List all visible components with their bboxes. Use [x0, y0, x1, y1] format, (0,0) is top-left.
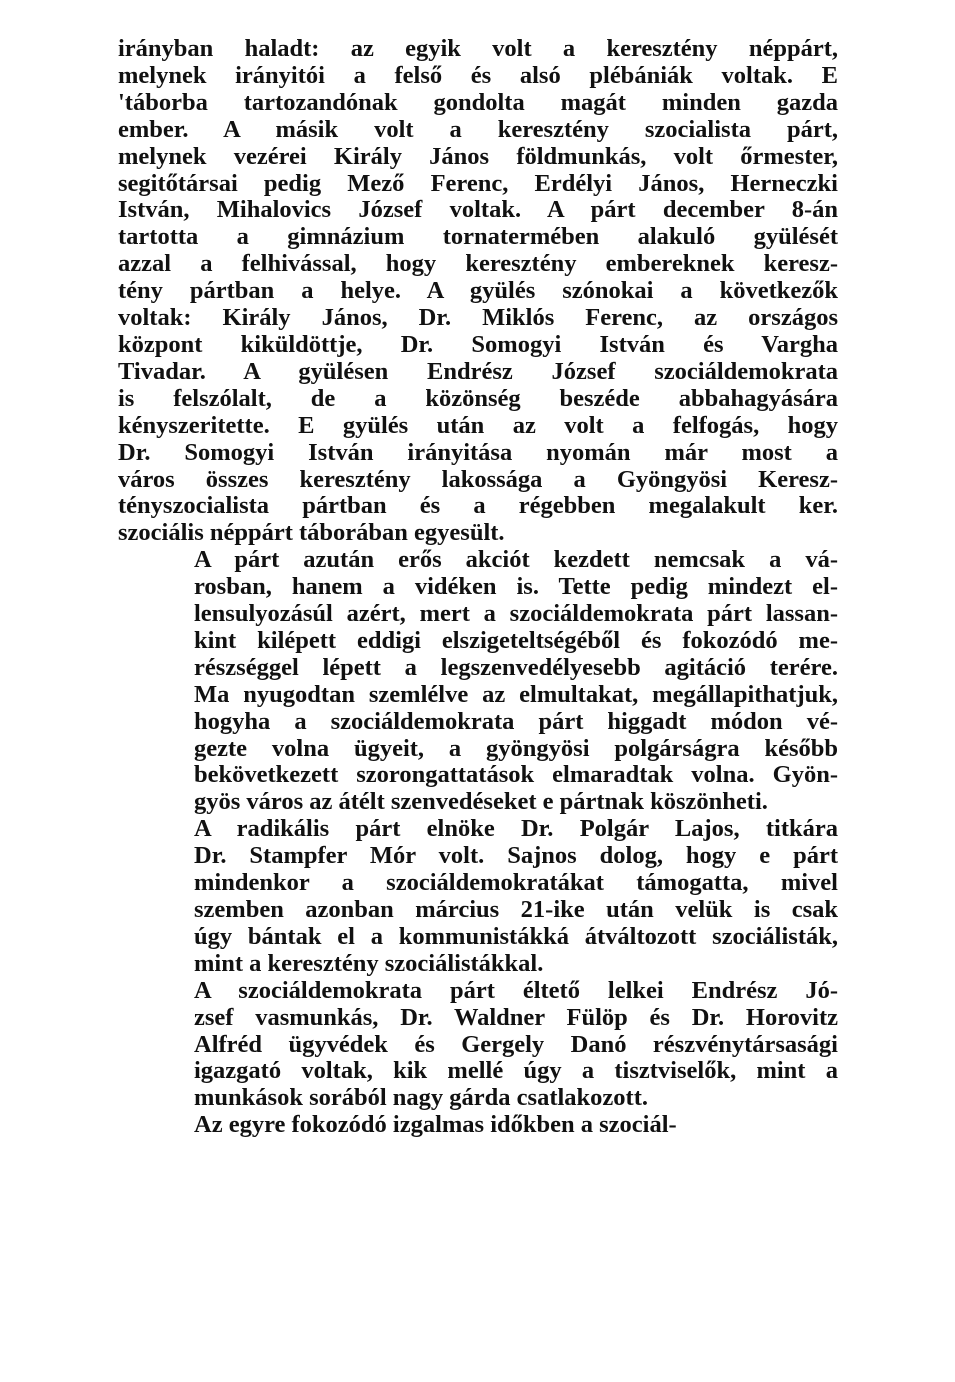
text-line: tényszocialista pártban és a régebben megalakult ker.: [118, 492, 838, 520]
text-line: szemben azonban március 21-ike után velük is csak: [194, 896, 838, 923]
text-line: Tivadar. A gyülésen Endrész József szociáldemokrata: [118, 357, 838, 385]
paragraph: [118, 1112, 838, 1139]
text-line: Ma nyugodtan szemlélve az elmultakat, megállapithatjuk,: [194, 680, 838, 708]
paragraph: [118, 547, 838, 816]
text-line: A radikális párt elnöke Dr. Polgár Lajos, titkára: [194, 815, 838, 843]
text-line: mindenkor a szociáldemokratákat támogatta, mivel: [194, 869, 838, 897]
page-text: [118, 36, 838, 1139]
text-line: tartotta a gimnázium tornatermében alakuló gyülését: [118, 223, 838, 251]
text-line: is felszólalt, de a közönség beszéde abbahagyására: [118, 384, 838, 412]
text-line: ember. A másik volt a keresztény szocialista párt,: [118, 115, 838, 143]
text-line: A párt azután erős akciót kezdett nemcsak a vá-: [194, 546, 838, 574]
text-line: mint a keresztény szociálistákkal.: [194, 949, 544, 977]
text-line: István, Mihalovics József voltak. A párt december 8-án: [118, 196, 838, 224]
text-line: segitőtársai pedig Mező Ferenc, Erdélyi János, Herneczki: [118, 169, 838, 197]
text-line: melynek irányitói a felső és alsó plébániák voltak. E: [118, 61, 838, 89]
text-line: melynek vezérei Király János földmunkás, volt őrmester,: [118, 142, 838, 170]
paragraph: [118, 816, 838, 977]
text-line: város összes keresztény lakossága a Gyöngyösi Keresz-: [118, 465, 838, 493]
text-line: központ kiküldöttje, Dr. Somogyi István és Vargha: [118, 330, 838, 358]
text-line: 'táborba tartozandónak gondolta magát minden gazda: [118, 88, 838, 116]
text-line: szociális néppárt táborában egyesült.: [118, 519, 505, 547]
text-line: úgy bántak el a kommunistákká átváltozott szociálisták,: [194, 922, 838, 950]
text-line: irányban haladt: az egyik volt a keresztény néppárt,: [118, 35, 838, 62]
text-line: A szociáldemokrata párt éltető lelkei Endrész Jó-: [194, 976, 838, 1004]
text-line: igazgató voltak, kik mellé úgy a tisztviselők, mint a: [194, 1057, 838, 1085]
text-line: rosban, hanem a vidéken is. Tette pedig mindezt el-: [194, 573, 838, 601]
text-line: Az egyre fokozódó izgalmas időkben a szociál-: [194, 1111, 677, 1139]
text-line: Alfréd ügyvédek és Gergely Danó részvénytársasági: [194, 1030, 838, 1058]
text-line: zsef vasmunkás, Dr. Waldner Fülöp és Dr. Horovitz: [194, 1003, 838, 1031]
text-line: Dr. Stampfer Mór volt. Sajnos dolog, hogy e párt: [194, 842, 838, 870]
text-line: Dr. Somogyi István irányitása nyomán már most a: [118, 438, 838, 466]
text-line: gezte volna ügyeit, a gyöngyösi polgárságra később: [194, 734, 838, 762]
text-line: munkások sorából nagy gárda csatlakozott.: [194, 1084, 648, 1112]
text-line: bekövetkezett szorongattatások elmaradtak volna. Gyön-: [194, 761, 838, 789]
text-line: voltak: Király János, Dr. Miklós Ferenc, az országos: [118, 304, 838, 332]
text-line: kényszeritette. E gyülés után az volt a felfogás, hogy: [118, 411, 838, 439]
text-line: tény pártban a helye. A gyülés szónokai a következők: [118, 277, 838, 305]
text-line: részséggel lépett a legszenvedélyesebb agitáció terére.: [194, 653, 838, 681]
text-line: hogyha a szociáldemokrata párt higgadt módon vé-: [194, 707, 838, 735]
text-line: gyös város az átélt szenvedéseket e pártnak köszönheti.: [194, 788, 768, 816]
paragraph: [118, 36, 838, 547]
paragraph: [118, 978, 838, 1113]
text-line: kint kilépett eddigi elszigeteltségéből és fokozódó me-: [194, 626, 838, 654]
text-line: azzal a felhivással, hogy keresztény embereknek keresz-: [118, 250, 838, 278]
text-line: lensulyozásúl azért, mert a szociáldemokrata párt lassan-: [194, 600, 838, 628]
